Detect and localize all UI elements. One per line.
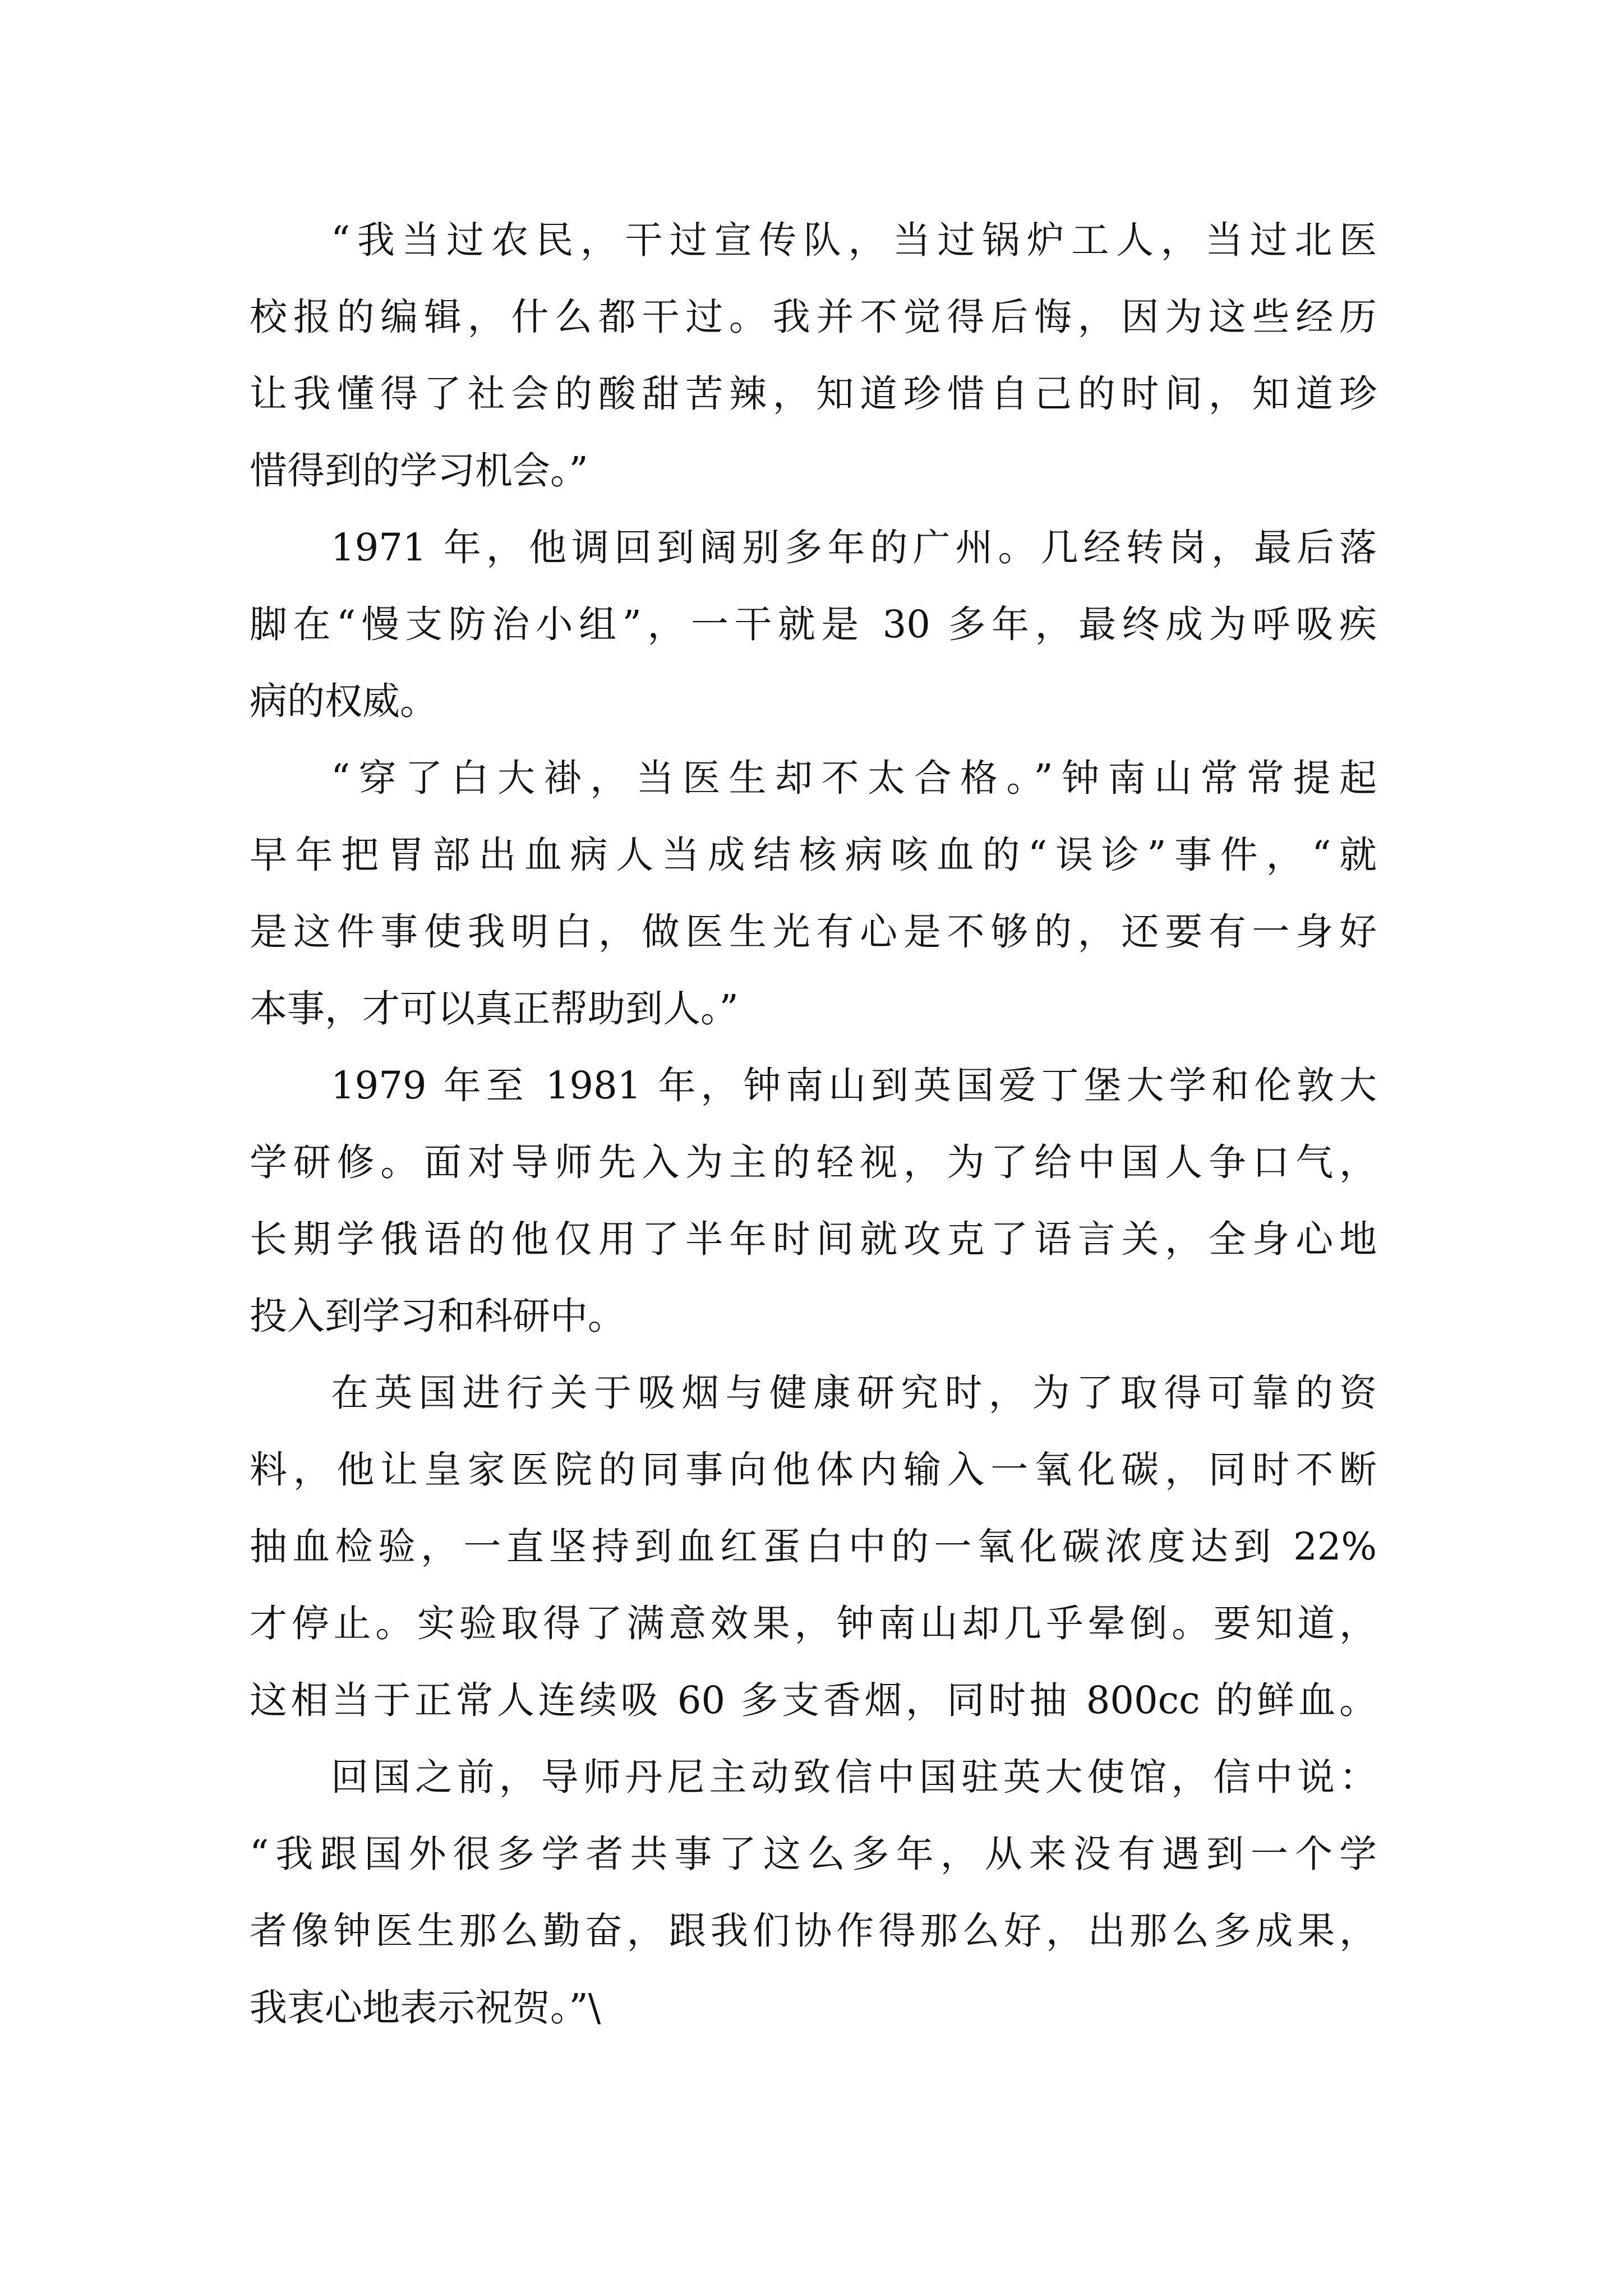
paragraph-5-line-3: 抽血检验，一直坚持到血红蛋白中的一氧化碳浓度达到 22% (250, 1525, 1377, 1568)
paragraph-4-line-2: 学研修。面对导师先入为主的轻视，为了给中国人争口气， (250, 1140, 1377, 1184)
paragraph-1-line-2: 校报的编辑，什么都干过。我并不觉得后悔，因为这些经历 (250, 295, 1377, 339)
paragraph-4-line-4: 投入到学习和科研中。 (250, 1294, 625, 1338)
paragraph-4-line-1: 1979 年至 1981 年，钟南山到英国爱丁堡大学和伦敦大 (331, 1064, 1377, 1107)
paragraph-5-line-2: 料，他让皇家医院的同事向他体内输入一氧化碳，同时不断 (250, 1448, 1377, 1492)
paragraph-6-line-1: 回国之前，导师丹尼主动致信中国驻英大使馆，信中说： (331, 1755, 1377, 1799)
paragraph-3-line-3: 是这件事使我明白，做医生光有心是不够的，还要有一身好 (250, 910, 1377, 954)
paragraph-5-line-4: 才停止。实验取得了满意效果，钟南山却几乎晕倒。要知道， (250, 1602, 1377, 1645)
paragraph-2-line-3: 病的权威。 (250, 679, 437, 723)
paragraph-3-line-4: 本事，才可以真正帮助到人。” (250, 987, 739, 1030)
paragraph-1-line-4: 惜得到的学习机会。” (250, 449, 588, 493)
paragraph-6-line-2: “我跟国外很多学者共事了这么多年，从来没有遇到一个学 (250, 1832, 1377, 1876)
paragraph-3-line-2: 早年把胃部出血病人当成结核病咳血的“误诊”事件，“就 (250, 833, 1377, 877)
paragraph-3-line-1: “穿了白大褂，当医生却不太合格。”钟南山常常提起 (331, 756, 1377, 800)
paragraph-2-line-1: 1971 年，他调回到阔别多年的广州。几经转岗，最后落 (331, 526, 1377, 569)
paragraph-5-line-5: 这相当于正常人连续吸 60 多支香烟，同时抽 800cc 的鲜血。 (250, 1678, 1377, 1722)
paragraph-1-line-3: 让我懂得了社会的酸甜苦辣，知道珍惜自己的时间，知道珍 (250, 372, 1377, 416)
paragraph-5-line-1: 在英国进行关于吸烟与健康研究时，为了取得可靠的资 (331, 1371, 1377, 1415)
paragraph-1-line-1: “我当过农民，干过宣传队，当过锅炉工人，当过北医 (331, 218, 1377, 262)
paragraph-6-line-4: 我衷心地表示祝贺。”\ (250, 1986, 601, 2030)
paragraph-2-line-2: 脚在“慢支防治小组”，一干就是 30 多年，最终成为呼吸疾 (250, 602, 1377, 646)
paragraph-6-line-3: 者像钟医生那么勤奋，跟我们协作得那么好，出那么多成果， (250, 1909, 1377, 1953)
paragraph-4-line-3: 长期学俄语的他仅用了半年时间就攻克了语言关，全身心地 (250, 1217, 1377, 1261)
